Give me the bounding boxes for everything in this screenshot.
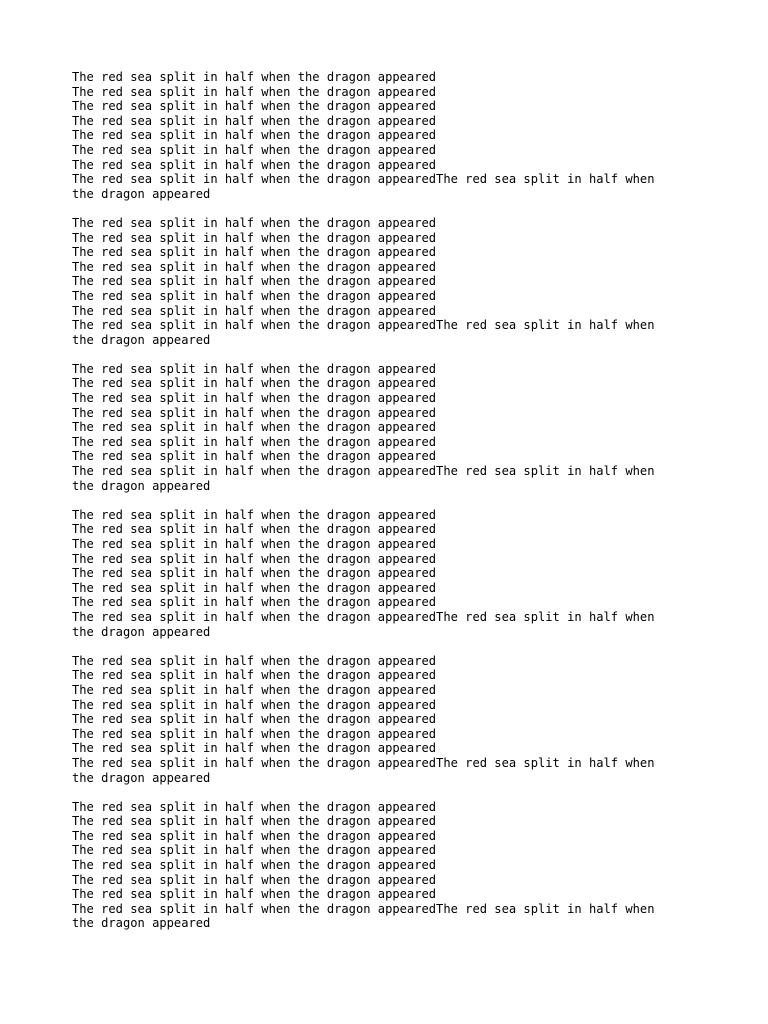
text-line: The red sea split in half when the dragon appeared [72,84,437,99]
text-line: The red sea split in half when the dragon appearedThe red sea split in half when [72,318,655,333]
text-line: The red sea split in half when the dragon appeared [72,828,437,843]
text-line: The red sea split in half when the dragon appeared [72,726,437,741]
paragraph [72,800,696,931]
text-line: The red sea split in half when the dragon appeared [72,245,437,260]
text-line: The red sea split in half when the dragon appeared [72,259,437,274]
text-line: The red sea split in half when the dragon appeared [72,449,437,464]
text-line: The red sea split in half when the dragon appeared [72,566,437,581]
text-line: The red sea split in half when the dragon appeared [72,580,437,595]
text-line: The red sea split in half when the dragon appeared [72,522,437,537]
text-line: The red sea split in half when the dragon appeared [72,712,437,727]
text-line: The red sea split in half when the dragon appeared [72,391,437,406]
document-page [72,70,696,946]
text-line: The red sea split in half when the dragon appeared [72,858,437,873]
text-line: The red sea split in half when the dragon appeared [72,405,437,420]
text-line: The red sea split in half when the dragon appeared [72,814,437,829]
text-line: the dragon appeared [72,332,211,347]
text-line: The red sea split in half when the dragon appearedThe red sea split in half when [72,172,655,187]
text-line: the dragon appeared [72,916,211,931]
text-line: the dragon appeared [72,186,211,201]
paragraph [72,362,696,493]
text-line: The red sea split in half when the dragon appeared [72,113,437,128]
text-line: the dragon appeared [72,770,211,785]
text-line: The red sea split in half when the dragon appeared [72,537,437,551]
text-line: The red sea split in half when the dragon appearedThe red sea split in half when [72,755,655,770]
text-line: The red sea split in half when the dragon appeared [72,741,437,756]
text-line: the dragon appeared [72,624,211,639]
text-line: The red sea split in half when the dragon appeared [72,595,437,610]
text-line: The red sea split in half when the dragon appearedThe red sea split in half when [72,901,655,916]
text-line: The red sea split in half when the dragon appeared [72,697,437,712]
text-line: The red sea split in half when the dragon appeared [72,70,437,84]
text-line: The red sea split in half when the dragon appeared [72,288,437,303]
text-line: The red sea split in half when the dragon appeared [72,142,437,157]
text-line: The red sea split in half when the dragon appearedThe red sea split in half when [72,609,655,624]
text-line: the dragon appeared [72,478,211,493]
text-line: The red sea split in half when the dragon appeared [72,361,437,376]
text-line: The red sea split in half when the dragon appeared [72,653,437,668]
paragraph [72,508,696,639]
text-line: The red sea split in half when the dragon appeared [72,303,437,318]
text-line: The red sea split in half when the dragon appeared [72,230,437,245]
text-line: The red sea split in half when the dragon appeared [72,274,437,289]
paragraph [72,654,696,785]
text-line: The red sea split in half when the dragon appeared [72,799,437,814]
text-line: The red sea split in half when the dragon appeared [72,420,437,435]
text-line: The red sea split in half when the dragon appeared [72,507,437,522]
text-line: The red sea split in half when the dragon appeared [72,99,437,114]
text-line: The red sea split in half when the dragon appeared [72,157,437,172]
text-line: The red sea split in half when the dragon appeared [72,887,437,902]
paragraph [72,70,696,201]
text-line: The red sea split in half when the dragon appeared [72,376,437,391]
text-line: The red sea split in half when the dragon appeared [72,668,437,683]
text-line: The red sea split in half when the dragon appeared [72,434,437,449]
text-line: The red sea split in half when the dragon appeared [72,551,437,566]
text-line: The red sea split in half when the dragon appeared [72,682,437,697]
text-line: The red sea split in half when the dragon appeared [72,872,437,887]
text-line: The red sea split in half when the dragon appeared [72,128,437,143]
text-line: The red sea split in half when the dragon appeared [72,215,437,230]
text-line: The red sea split in half when the dragon appearedThe red sea split in half when [72,464,655,479]
paragraph [72,216,696,347]
text-line: The red sea split in half when the dragon appeared [72,843,437,858]
